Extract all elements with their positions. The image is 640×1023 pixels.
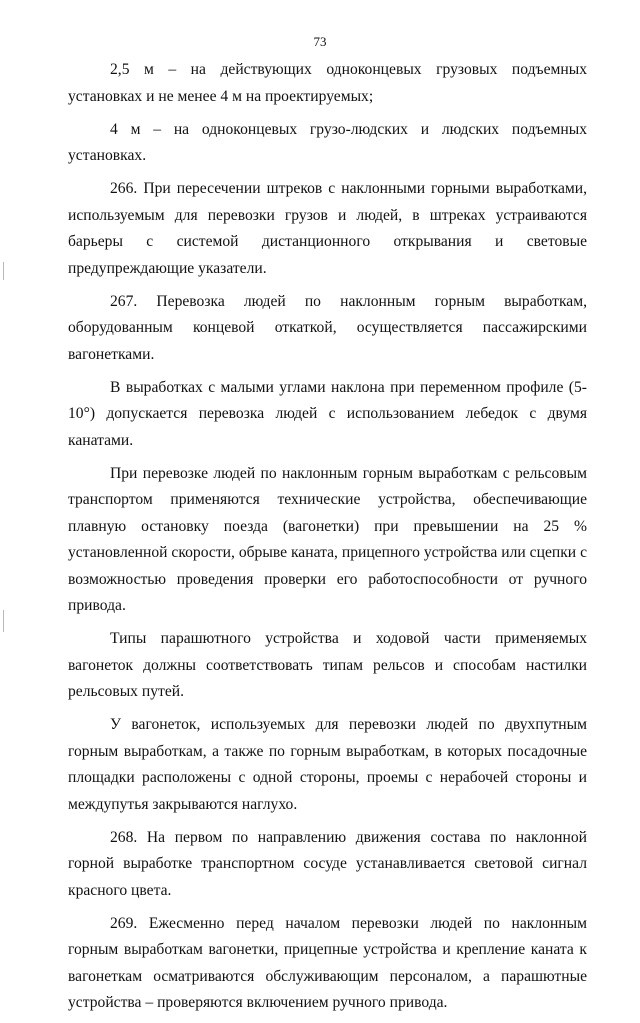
paragraph-double-track: У вагонеток, используемых для перевозки людей по двухпутным горным выработкам, а также по горным выработкам, в которых посадочные площадки расположены с одной стороны, проемы с нерабочей стороны и междупутья закрываются наглухо. [68,716,587,813]
paragraph-rail-transport: При перевозке людей по наклонным горным выработкам с рельсовым транспортом применяются технические устройства, обеспечивающие плавную остановку поезда (вагонетки) при превышении на 25 % установленной скорости, обрыве каната, прицепного устройства или сцепки с возможностью проведения проверки его работоспособности от ручного привода. [68,464,587,614]
paragraph-268: 268. На первом по направлению движения состава по наклонной горной выработке транспортном сосуде устанавливается световой сигнал красного цвета. [68,828,587,899]
paragraph-2-5m: 2,5 м – на действующих одноконцевых грузовых подъемных установках и не менее 4 м на проектируемых; [68,61,587,105]
paragraph-small-angles: В выработках с малыми углами наклона при переменном профиле (5-10°) допускается перевозка людей с использованием лебедок с двумя канатами. [68,378,587,449]
document-body [68,57,587,1023]
paragraph-4m: 4 м – на одноконцевых грузо-людских и людских подъемных установках. [68,120,587,164]
paragraph-267: 267. Перевозка людей по наклонным горным выработкам, оборудованным концевой откаткой, осуществляется пассажирскими вагонетками. [68,292,587,363]
scan-edge-mark [3,610,4,632]
paragraph-266: 266. При пересечении штреков с наклонными горными выработками, используемым для перевозки грузов и людей, в штреках устраиваются барьеры с системой дистанционного открывания и световые предупреждающие указатели. [68,180,587,277]
scan-edge-mark [3,262,4,280]
paragraph-parachute-types: Типы парашютного устройства и ходовой части применяемых вагонеток должны соответствовать типам рельсов и способам настилки рельсовых путей. [68,630,587,700]
paragraph-269: 269. Ежесменно перед началом перевозки людей по наклонным горным выработкам вагонетки, прицепные устройства и крепление каната к вагонеткам осматриваются обслуживающим персоналом, а парашютные устройства – проверяются включением ручного привода. [68,914,587,1011]
page-number: 73 [313,34,327,49]
